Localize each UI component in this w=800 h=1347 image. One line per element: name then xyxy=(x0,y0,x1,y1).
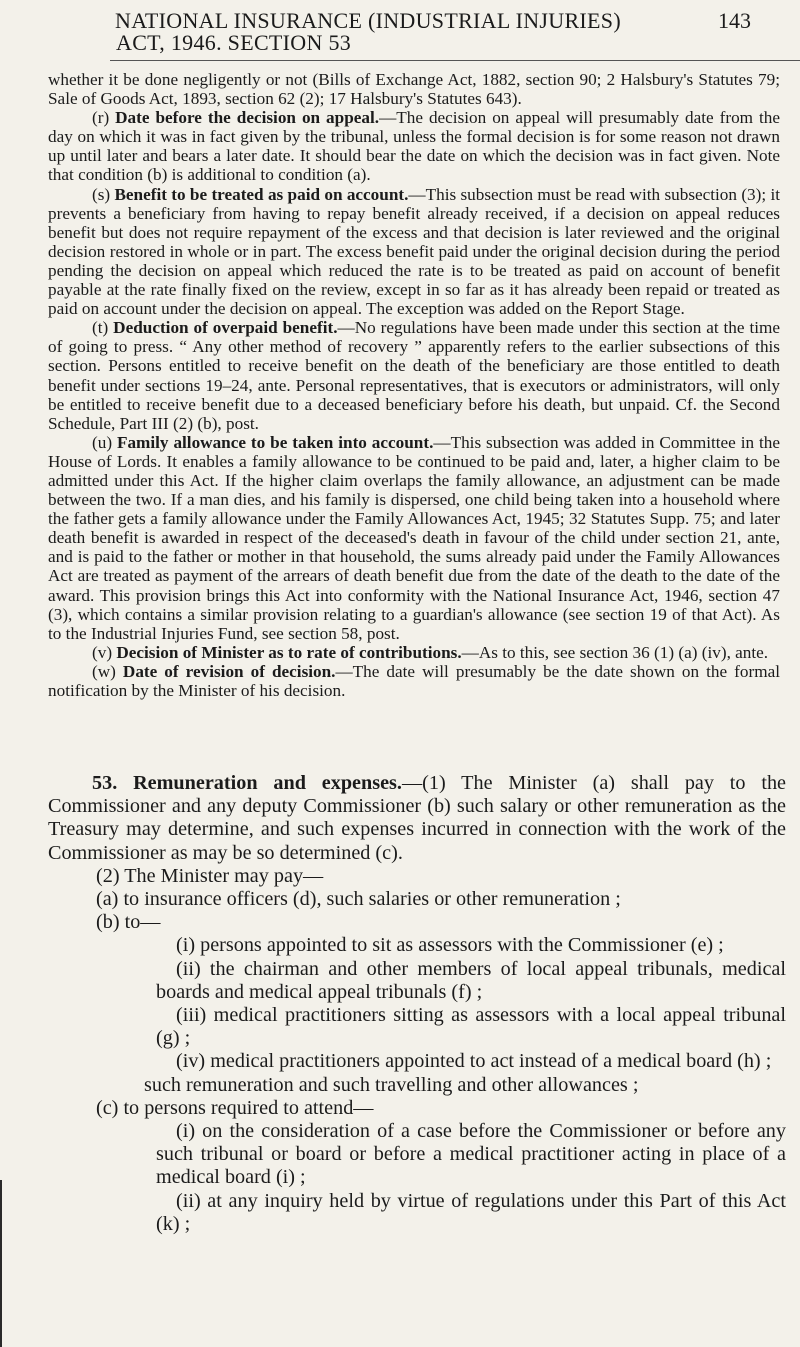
item-b-iv: (iv) medical practitioners appointed to act instead of a medical board (h) ; xyxy=(176,1050,772,1073)
footnotes xyxy=(48,70,780,700)
header-rule xyxy=(110,60,800,61)
item-c-ii: (ii) at any inquiry held by virtue of regulations under this Part of this Act (k) ; xyxy=(156,1189,786,1235)
note-heading: Date of revision of decision. xyxy=(122,661,336,681)
note-t: (t) Deduction of overpaid benefit.—No regulations have been made under this section at the time of going to press. “ Any other method of recovery ” apparently refers to the earlier subsections of this section. Persons entitled to receive benefit on the death of the beneficiary are those entitled to death benefit under sections 19–24, ante. Personal representatives, that is executors or administrators, will only be entitled to receive benefit due to a deceased beneficiary before his death, but unpaid. Cf. the Second Schedule, Part III (2) (b), post. xyxy=(48,318,780,433)
note-r: (r) Date before the decision on appeal.—The decision on appeal will presumably date from the day on which it was in fact given by the tribunal, unless the formal decision is for some reason not drawn up until later and bears a later date. It should bear the date on which the decision was in fact given. Note that condition (b) is additional to condition (a). xyxy=(48,108,781,185)
header-subtitle: ACT, 1946. SECTION 53 xyxy=(116,30,352,55)
section-53 xyxy=(48,772,786,1236)
item-b-i: (i) persons appointed to sit as assessors with the Commissioner (e) ; xyxy=(176,934,724,957)
note-v: (v) Decision of Minister as to rate of contributions.—As to this, see section 36 (1) (a) (iv), ante. xyxy=(92,642,769,662)
note-u: (u) Family allowance to be taken into account.—This subsection was added in Committee in the House of Lords. It enables a family allowance to be continued to be paid and, later, a higher claim to be admitted under this Act. If the higher claim overlaps the family allowance, an adjustment can be made between the two. If a man dies, and his family is dispersed, one child being taken into a household where the father gets a family allowance under the Family Allowances Act, 1945; 32 Statutes Supp. 75; and later death benefit is awarded in respect of the deceased's death in favour of the child under section 21, ante, and is paid to the father or mother in that household, the sums already paid under the Family Allowances Act are treated as payment of the arrears of death benefit due from the date of the death to the date of the award. This provision brings this Act into conformity with the National Insurance Act, 1946, section 47 (3), which contains a similar provision relating to a guardian's allowance (see section 19 of that Act). As to the Industrial Injuries Fund, see section 58, post. xyxy=(48,432,780,643)
item-c-i: (i) on the consideration of a case before the Commissioner or before any such tribunal or board or before a medical practitioner acting in place of a medical board (i) ; xyxy=(156,1120,786,1189)
section-para-2: (2) The Minister may pay— xyxy=(96,864,324,887)
section-heading: 53. Remuneration and expenses. xyxy=(92,772,402,794)
section-para-1: 53. Remuneration and expenses.—(1) The Minister (a) shall pay to the Commissioner and any deputy Commissioner (b) such salary or other remuneration as the Treasury may determine, and such expenses incurred in connection with the work of the Commissioner as may be so determined (c). xyxy=(48,772,786,864)
item-a: (a) to insurance officers (d), such salaries or other remuneration ; xyxy=(96,888,621,911)
note-w: (w) Date of revision of decision.—The date will presumably be the date shown on the formal notification by the Minister of his decision. xyxy=(48,661,780,700)
item-b-iii: (iii) medical practitioners sitting as assessors with a local appeal tribunal (g) ; xyxy=(156,1004,786,1050)
page-edge-shadow xyxy=(0,1180,2,1347)
note-s: (s) Benefit to be treated as paid on account.—This subsection must be read with subsection (3); it prevents a beneficiary from having to repay benefit already received, if a decision on appeal reduces benefit but does not require repayment of the excess and that decision is later reviewed and the original decision restored in whole or in part. The excess benefit paid under the original decision during the period pending the decision on appeal which reduced the rate is to be treated as paid on account of benefit payable at the rate finally fixed on the review, except in so far as it has already been repaid or treated as paid on account under the decision on appeal. The exception was added on the Report Stage. xyxy=(48,184,781,319)
header-title: NATIONAL INSURANCE (INDUSTRIAL INJURIES) xyxy=(115,8,621,33)
note-continuation: whether it be done negligently or not (Bills of Exchange Act, 1882, section 90; 2 Halsbury's Statutes 79; Sale of Goods Act, 1893, section 62 (2); 17 Halsbury's Statutes 643). xyxy=(48,70,780,109)
item-b: (b) to— xyxy=(96,911,161,934)
item-b-tail: such remuneration and such travelling and other allowances ; xyxy=(144,1073,639,1096)
item-b-ii: (ii) the chairman and other members of local appeal tribunals, medical boards and medical appeal tribunals (f) ; xyxy=(156,957,786,1003)
note-heading: Deduction of overpaid benefit. xyxy=(113,318,338,338)
item-c: (c) to persons required to attend— xyxy=(96,1096,374,1119)
note-heading: Date before the decision on appeal. xyxy=(115,108,380,128)
note-heading: Benefit to be treated as paid on account. xyxy=(114,184,409,204)
note-heading: Family allowance to be taken into account. xyxy=(116,432,434,452)
page-number: 143 xyxy=(718,8,751,33)
note-heading: Decision of Minister as to rate of contributions. xyxy=(116,642,462,662)
